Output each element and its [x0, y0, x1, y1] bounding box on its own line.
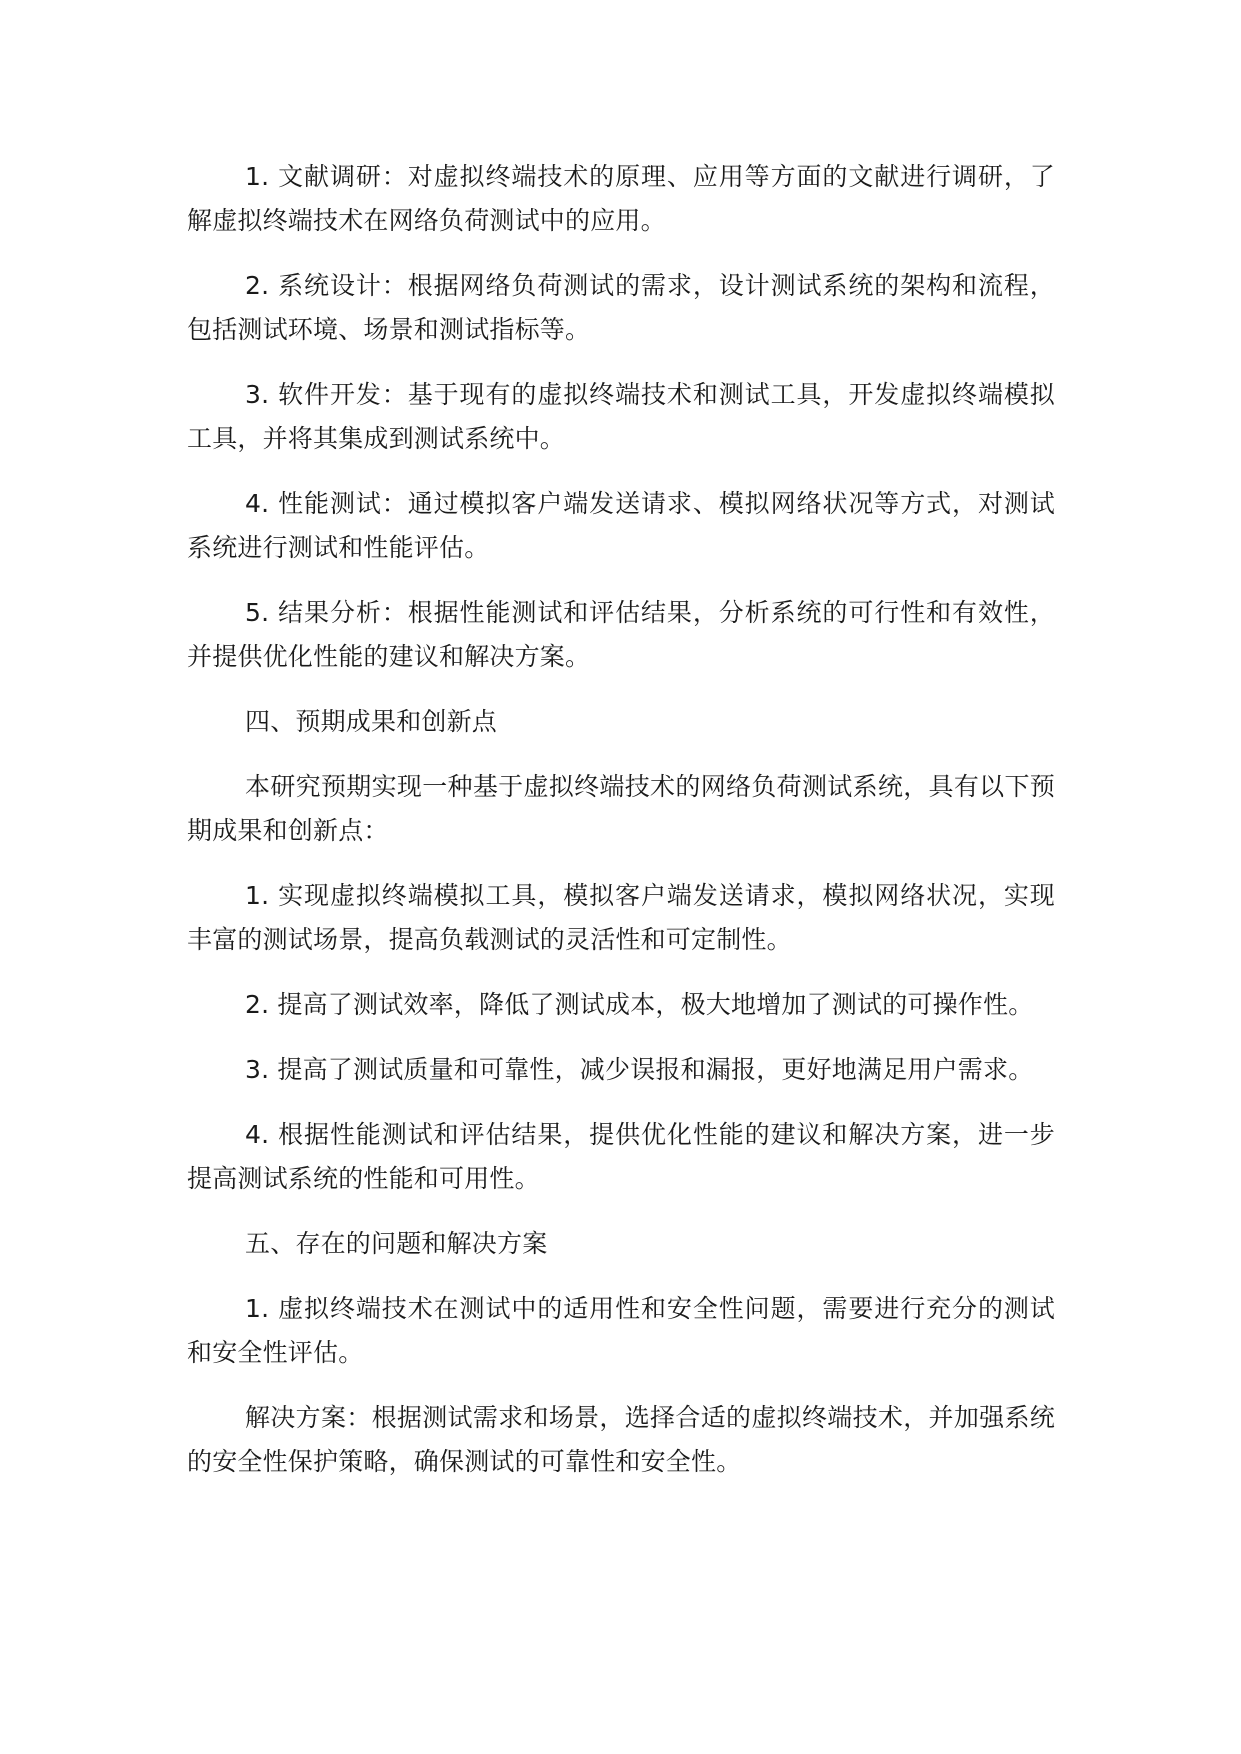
- paragraph-result-2: 2. 提高了测试效率，降低了测试成本，极大地增加了测试的可操作性。: [245, 990, 1034, 1019]
- paragraph-performance-testing: 4. 性能测试：通过模拟客户端发送请求、模拟网络状况等方式，对测试系统进行测试和性能评估。: [187, 489, 1055, 562]
- section-heading-expected-results: 四、预期成果和创新点: [245, 707, 498, 736]
- paragraph-result-4: 4. 根据性能测试和评估结果，提供优化性能的建议和解决方案，进一步提高测试系统的性能和可用性。: [187, 1120, 1055, 1193]
- paragraph-result-3: 3. 提高了测试质量和可靠性，减少误报和漏报，更好地满足用户需求。: [245, 1055, 1034, 1084]
- document-body: [187, 155, 1055, 1505]
- paragraph-software-development: 3. 软件开发：基于现有的虚拟终端技术和测试工具，开发虚拟终端模拟工具，并将其集成到测试系统中。: [187, 380, 1055, 453]
- paragraph-result-analysis: 5. 结果分析：根据性能测试和评估结果，分析系统的可行性和有效性，并提供优化性能的建议和解决方案。: [187, 598, 1055, 671]
- paragraph-system-design: 2. 系统设计：根据网络负荷测试的需求，设计测试系统的架构和流程，包括测试环境、场景和测试指标等。: [187, 271, 1055, 344]
- paragraph-expected-results-intro: 本研究预期实现一种基于虚拟终端技术的网络负荷测试系统，具有以下预期成果和创新点：: [187, 772, 1055, 845]
- section-heading-problems-solutions: 五、存在的问题和解决方案: [245, 1229, 548, 1258]
- paragraph-solution-1: 解决方案：根据测试需求和场景，选择合适的虚拟终端技术，并加强系统的安全性保护策略，确保测试的可靠性和安全性。: [187, 1403, 1055, 1476]
- paragraph-literature-review: 1. 文献调研：对虚拟终端技术的原理、应用等方面的文献进行调研，了解虚拟终端技术在网络负荷测试中的应用。: [187, 162, 1055, 235]
- paragraph-result-1: 1. 实现虚拟终端模拟工具，模拟客户端发送请求，模拟网络状况，实现丰富的测试场景，提高负载测试的灵活性和可定制性。: [187, 881, 1055, 954]
- paragraph-problem-1: 1. 虚拟终端技术在测试中的适用性和安全性问题，需要进行充分的测试和安全性评估。: [187, 1294, 1055, 1367]
